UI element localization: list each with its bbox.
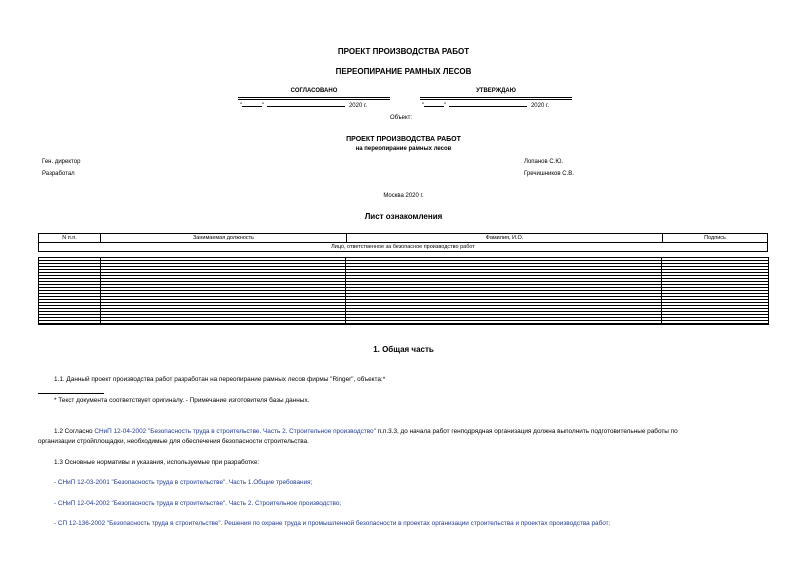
ack-table-header (39, 234, 768, 243)
footnote-divider (38, 393, 104, 394)
ack-table-empty-rows (38, 257, 769, 325)
col-name: Фамилия, И.О. (347, 234, 663, 243)
ack-sheet-title: Лист ознакомления (364, 212, 443, 221)
paragraph-1-1: 1.1. Данный проект производства работ разработан на переопирание рамных лесов фирмы "Ringer", объекта:* (54, 376, 386, 383)
snip-12-04-link[interactable]: СНиП 12-04-2002 "Безопасность труда в строительстве. Часть 2. Строительное производство" (94, 428, 376, 435)
approve-divider (420, 97, 572, 100)
footnote: * Текст документа соответствует оригиналу. - Примечание изготовителя базы данных. (54, 397, 310, 404)
approve-label: УТВЕРЖДАЮ (476, 88, 516, 94)
signer-name-developer: Гречишников С.В. (524, 171, 574, 177)
object-label: Объект: (390, 115, 413, 121)
reference-link[interactable]: - СП 12-136-2002 "Безопасность труда в строительстве". Решения по охране труда и промышленной безопасности в проектах организации строительства и проектах производства работ; (54, 520, 611, 527)
signer-name-director: Лопанов С.Ю. (524, 159, 564, 165)
project-title: ПРОЕКТ ПРОИЗВОДСТВА РАБОТ (346, 136, 461, 143)
responsible-row (39, 243, 768, 252)
project-subtitle: на переопирание рамных лесов (355, 146, 452, 152)
paragraph-1-2-line2: организации стройплощадки, необходимые для обеспечения безопасности строительства. (38, 438, 309, 445)
signer-role-developer: Разработал (42, 171, 75, 177)
ack-col-divider (100, 257, 101, 324)
agreed-date: " " 2020 г. (240, 103, 368, 109)
signer-role-director: Ген. директор (42, 159, 81, 165)
col-signature: Подпись (663, 234, 768, 243)
agreed-label: СОГЛАСОВАНО (290, 88, 338, 94)
ack-table (38, 233, 768, 252)
document-title: ПРОЕКТ ПРОИЗВОДСТВА РАБОТ (337, 47, 470, 56)
ack-col-divider (345, 257, 346, 324)
approve-date: " " 2020 г. (422, 103, 550, 109)
paragraph-1-2: 1.2 Согласно СНиП 12-04-2002 "Безопасность труда в строительстве. Часть 2. Строительное производство" п.п.3.3, до начала работ генподрядная организация должна выполнить подготовительные работы по (54, 428, 678, 435)
reference-link[interactable]: - СНиП 12-04-2002 "Безопасность труда в строительстве". Часть 2. Строительное производство; (54, 500, 342, 507)
reference-link[interactable]: - СНиП 12-03-2001 "Безопасность труда в строительстве". Часть 1.Общие требования; (54, 479, 313, 486)
paragraph-1-3: 1.3 Основные нормативы и указания, используемые при разработке: (54, 459, 260, 466)
agreed-divider (238, 97, 390, 100)
city-year: Москва 2020 г. (383, 193, 424, 199)
col-number: N п.п. (39, 234, 101, 243)
section-title: 1. Общая часть (373, 345, 434, 354)
ack-col-divider (661, 257, 662, 324)
responsible-label: Лицо, ответственное за безопасное производство работ (39, 243, 768, 252)
col-position: Занимаемая должность (101, 234, 347, 243)
document-subtitle: ПЕРЕОПИРАНИЕ РАМНЫХ ЛЕСОВ (335, 67, 472, 76)
